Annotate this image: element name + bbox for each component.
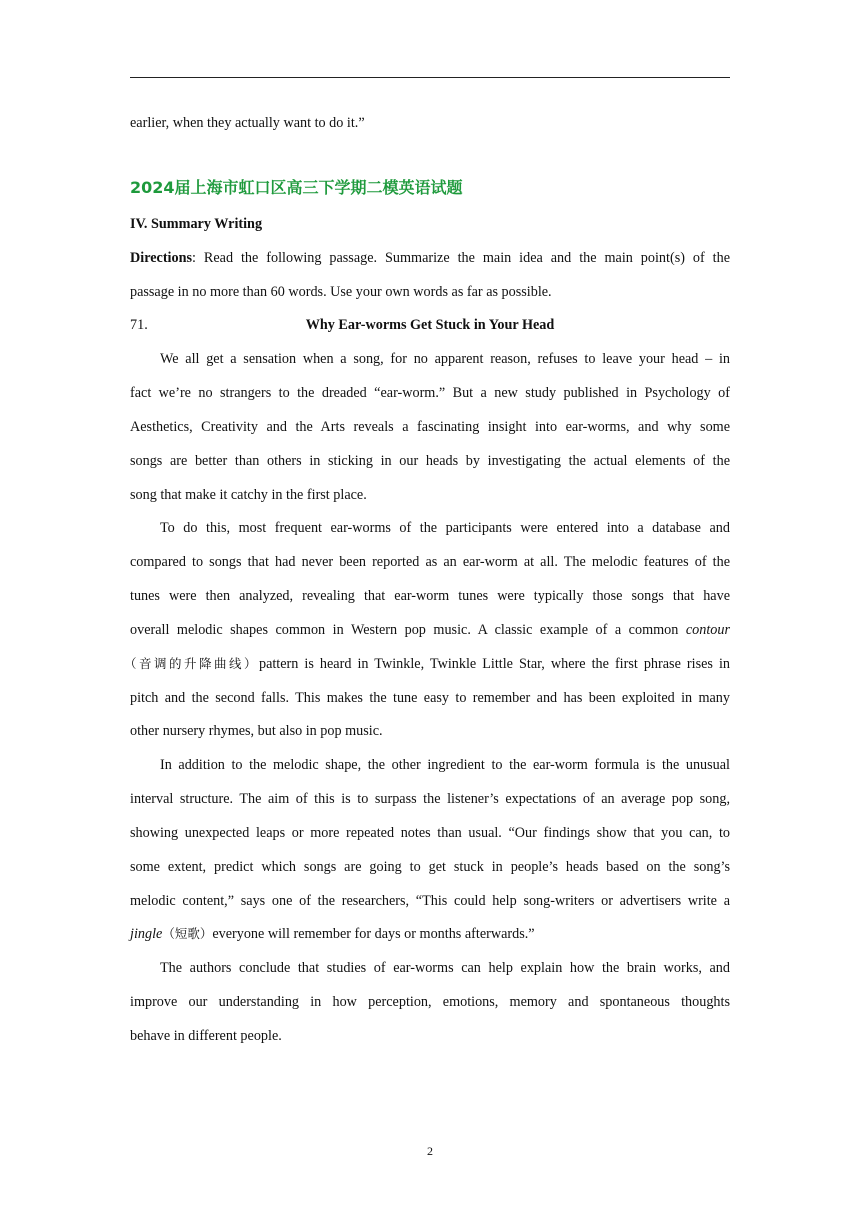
paragraph-line: To do this, most frequent ear-worms of the participants were entered into a database and bbox=[160, 520, 730, 536]
paragraph-line: improve our understanding in how perception, emotions, memory and spontaneous thoughts bbox=[130, 994, 730, 1010]
directions-label: Directions bbox=[130, 250, 192, 266]
directions-text: : Read the following passage. Summarize the main idea and the main point(s) of the bbox=[192, 250, 730, 266]
header-rule bbox=[130, 77, 730, 78]
question-number: 71. bbox=[130, 317, 148, 333]
gloss-jingle: （短歌） bbox=[162, 926, 213, 941]
passage-title: Why Ear-worms Get Stuck in Your Head bbox=[305, 317, 555, 333]
paragraph-line: tunes were then analyzed, revealing that ear-worm tunes were typically those songs that have bbox=[130, 588, 730, 604]
paragraph-line: Aesthetics, Creativity and the Arts reveals a fascinating insight into ear-worms, and why some bbox=[130, 419, 730, 435]
paragraph-line: pitch and the second falls. This makes the tune easy to remember and has been exploited in many bbox=[130, 690, 730, 706]
directions-line-2: passage in no more than 60 words. Use your own words as far as possible. bbox=[130, 284, 552, 300]
previous-passage-tail: earlier, when they actually want to do it.” bbox=[130, 115, 365, 131]
paragraph-line: We all get a sensation when a song, for no apparent reason, refuses to leave your head – in bbox=[160, 351, 730, 367]
paragraph-line: behave in different people. bbox=[130, 1028, 282, 1044]
paragraph-line: compared to songs that had never been reported as an ear-worm at all. The melodic features of the bbox=[130, 554, 730, 570]
gloss-contour: （音调的升降曲线） bbox=[124, 656, 259, 671]
page-number: 2 bbox=[427, 1144, 433, 1158]
paragraph-line bbox=[124, 655, 730, 673]
paragraph-line: showing unexpected leaps or more repeated notes than usual. “Our findings show that you can, to bbox=[130, 825, 730, 841]
paragraph-line bbox=[130, 925, 730, 943]
paragraph-line: songs are better than others in sticking in our heads by investigating the actual elements of the bbox=[130, 453, 730, 469]
paragraph-line: In addition to the melodic shape, the other ingredient to the ear-worm formula is the unusual bbox=[160, 757, 730, 773]
exam-title: 2024届上海市虹口区高三下学期二模英语试题 bbox=[130, 178, 463, 197]
directions-line-1 bbox=[130, 249, 730, 267]
italic-term-jingle: jingle bbox=[130, 926, 163, 942]
italic-term-contour: contour bbox=[685, 622, 730, 638]
paragraph-text: overall melodic shapes common in Western pop music. A classic example of a common bbox=[130, 622, 679, 638]
paragraph-line: melodic content,” says one of the researchers, “This could help song-writers or advertisers write a bbox=[130, 893, 730, 909]
paragraph-text: everyone will remember for days or months afterwards.” bbox=[212, 926, 535, 942]
section-heading: IV. Summary Writing bbox=[130, 216, 263, 232]
paragraph-line: interval structure. The aim of this is to surpass the listener’s expectations of an average pop song, bbox=[130, 791, 730, 807]
paragraph-line: fact we’re no strangers to the dreaded “ear-worm.” But a new study published in Psychology of bbox=[130, 385, 730, 401]
paragraph-text: pattern is heard in Twinkle, Twinkle Little Star, where the first phrase rises in bbox=[258, 656, 730, 672]
paragraph-line: some extent, predict which songs are going to get stuck in people’s heads based on the song’s bbox=[130, 859, 730, 875]
paragraph-line: The authors conclude that studies of ear-worms can help explain how the brain works, and bbox=[160, 960, 730, 976]
paragraph-line: other nursery rhymes, but also in pop music. bbox=[130, 723, 383, 739]
paragraph-line: song that make it catchy in the first place. bbox=[130, 487, 367, 503]
paragraph-line bbox=[130, 621, 730, 639]
